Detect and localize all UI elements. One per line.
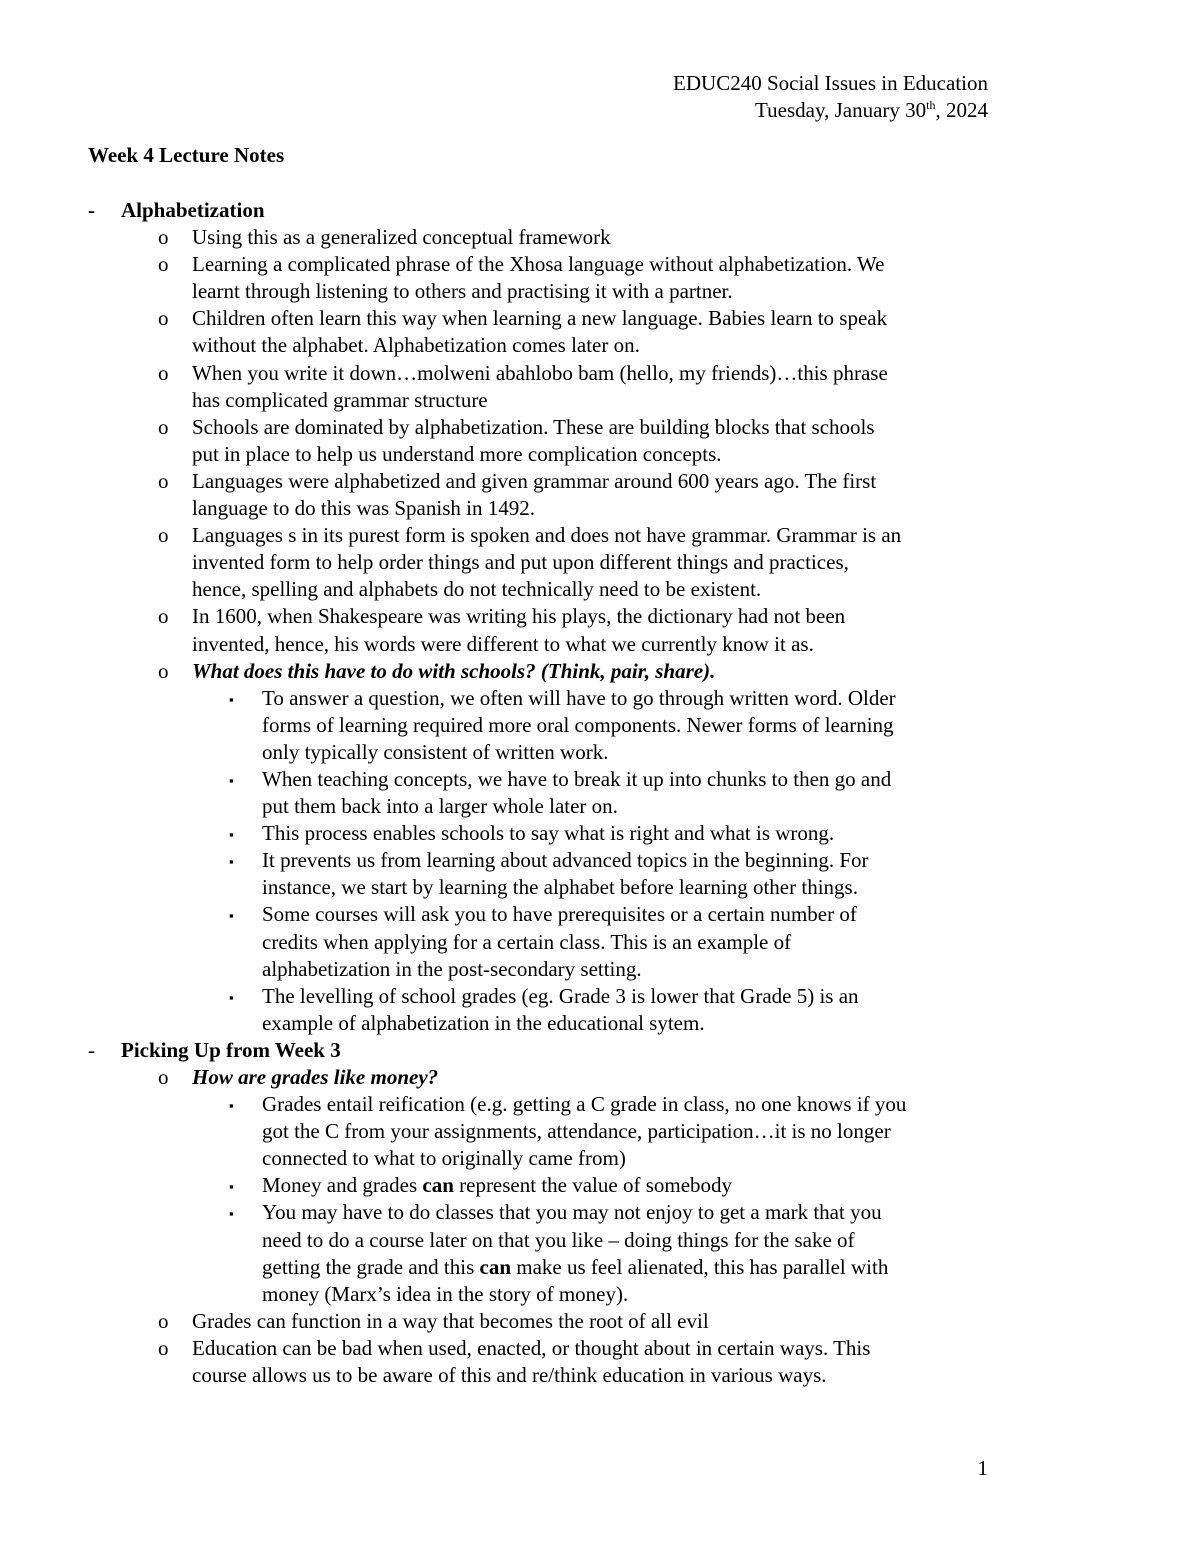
list-item: o Languages were alphabetized and given grammar around 600 years ago. The first [158, 468, 877, 493]
list-item: o Learning a complicated phrase of the Xhosa language without alphabetization. We [158, 252, 885, 277]
list-item: o Children often learn this way when learning a new language. Babies learn to speak [158, 306, 888, 331]
sub-list-item: ▪ You may have to do classes that you may not enjoy to get a mark that you [229, 1200, 882, 1225]
sub-list-item-continued: only typically consistent of written work. [262, 739, 609, 764]
page-title: Week 4 Lecture Notes [88, 143, 285, 167]
list-item-continued: language to do this was Spanish in 1492. [192, 496, 535, 521]
section-heading: - Alphabetization [88, 198, 265, 222]
document-header [673, 70, 988, 124]
list-item: o Schools are dominated by alphabetization. These are building blocks that schools [158, 414, 875, 439]
sub-list-item-continued: instance, we start by learning the alphabet before learning other things. [262, 875, 858, 900]
sub-list-item-continued: need to do a course later on that you like – doing things for the sake of [262, 1227, 855, 1252]
list-item: o In 1600, when Shakespeare was writing his plays, the dictionary had not been [158, 604, 846, 629]
sub-list-item-continued: connected to what to originally came from) [262, 1146, 626, 1171]
list-item-continued: without the alphabet. Alphabetization comes later on. [192, 333, 640, 358]
list-item-continued: course allows us to be aware of this and re/think education in various ways. [192, 1363, 827, 1388]
list-item-continued: invented form to help order things and put upon different things and practices, [192, 550, 849, 575]
sub-list-item-continued: forms of learning required more oral components. Newer forms of learning [262, 712, 894, 737]
sub-list-item-continued: alphabetization in the post-secondary setting. [262, 956, 642, 981]
sub-list-item: ▪ When teaching concepts, we have to break it up into chunks to then go and [229, 766, 892, 791]
list-item-continued: hence, spelling and alphabets do not technically need to be existent. [192, 577, 762, 602]
list-item-continued: has complicated grammar structure [192, 387, 488, 412]
list-item: o Languages s in its purest form is spoken and does not have grammar. Grammar is an [158, 523, 902, 548]
sub-list-item: ▪ Grades entail reification (e.g. getting a C grade in class, no one knows if you [229, 1092, 907, 1117]
lecture-date: Tuesday, January 30th, 2024 [755, 98, 988, 122]
sub-list-item-continued: got the C from your assignments, attendance, participation…it is no longer [262, 1119, 891, 1144]
list-item: o Education can be bad when used, enacted, or thought about in certain ways. This [158, 1335, 871, 1360]
list-item: o When you write it down…molweni abahlobo bam (hello, my friends)…this phrase [158, 360, 888, 385]
course-name: EDUC240 Social Issues in Education [673, 71, 988, 95]
sub-list-item: ▪ The levelling of school grades (eg. Grade 3 is lower that Grade 5) is an [229, 983, 859, 1008]
list-item: o Grades can function in a way that becomes the root of all evil [158, 1308, 709, 1333]
list-item-continued: invented, hence, his words were different to what we currently know it as. [192, 631, 814, 656]
sub-list-item-continued: put them back into a larger whole later on. [262, 794, 618, 819]
sub-list-item-continued: credits when applying for a certain class. This is an example of [262, 929, 792, 954]
sub-list-item: ▪ Money and grades can represent the value of somebody [229, 1173, 733, 1198]
sub-list-item: ▪ This process enables schools to say what is right and what is wrong. [229, 821, 835, 846]
discussion-question: o How are grades like money? [158, 1065, 439, 1089]
sub-list-item: ▪ Some courses will ask you to have prerequisites or a certain number of [229, 902, 857, 927]
sub-list-item-continued: money (Marx’s idea in the story of money). [262, 1281, 629, 1306]
section-heading: - Picking Up from Week 3 [88, 1037, 341, 1062]
sub-list-item: ▪ It prevents us from learning about advanced topics in the beginning. For [229, 848, 869, 873]
list-item-continued: learnt through listening to others and practising it with a partner. [192, 279, 733, 304]
list-item: o Using this as a generalized conceptual framework [158, 225, 611, 250]
notes-body [88, 197, 993, 1389]
list-item-continued: put in place to help us understand more complication concepts. [192, 441, 722, 466]
sub-list-item-continued: example of alphabetization in the educational sytem. [262, 1010, 705, 1035]
page-number: 1 [977, 1456, 988, 1480]
discussion-question: o What does this have to do with schools? (Think, pair, share). [158, 658, 716, 683]
sub-list-item-continued: getting the grade and this can make us feel alienated, this has parallel with [262, 1254, 889, 1279]
sub-list-item: ▪ To answer a question, we often will have to go through written word. Older [229, 685, 896, 710]
